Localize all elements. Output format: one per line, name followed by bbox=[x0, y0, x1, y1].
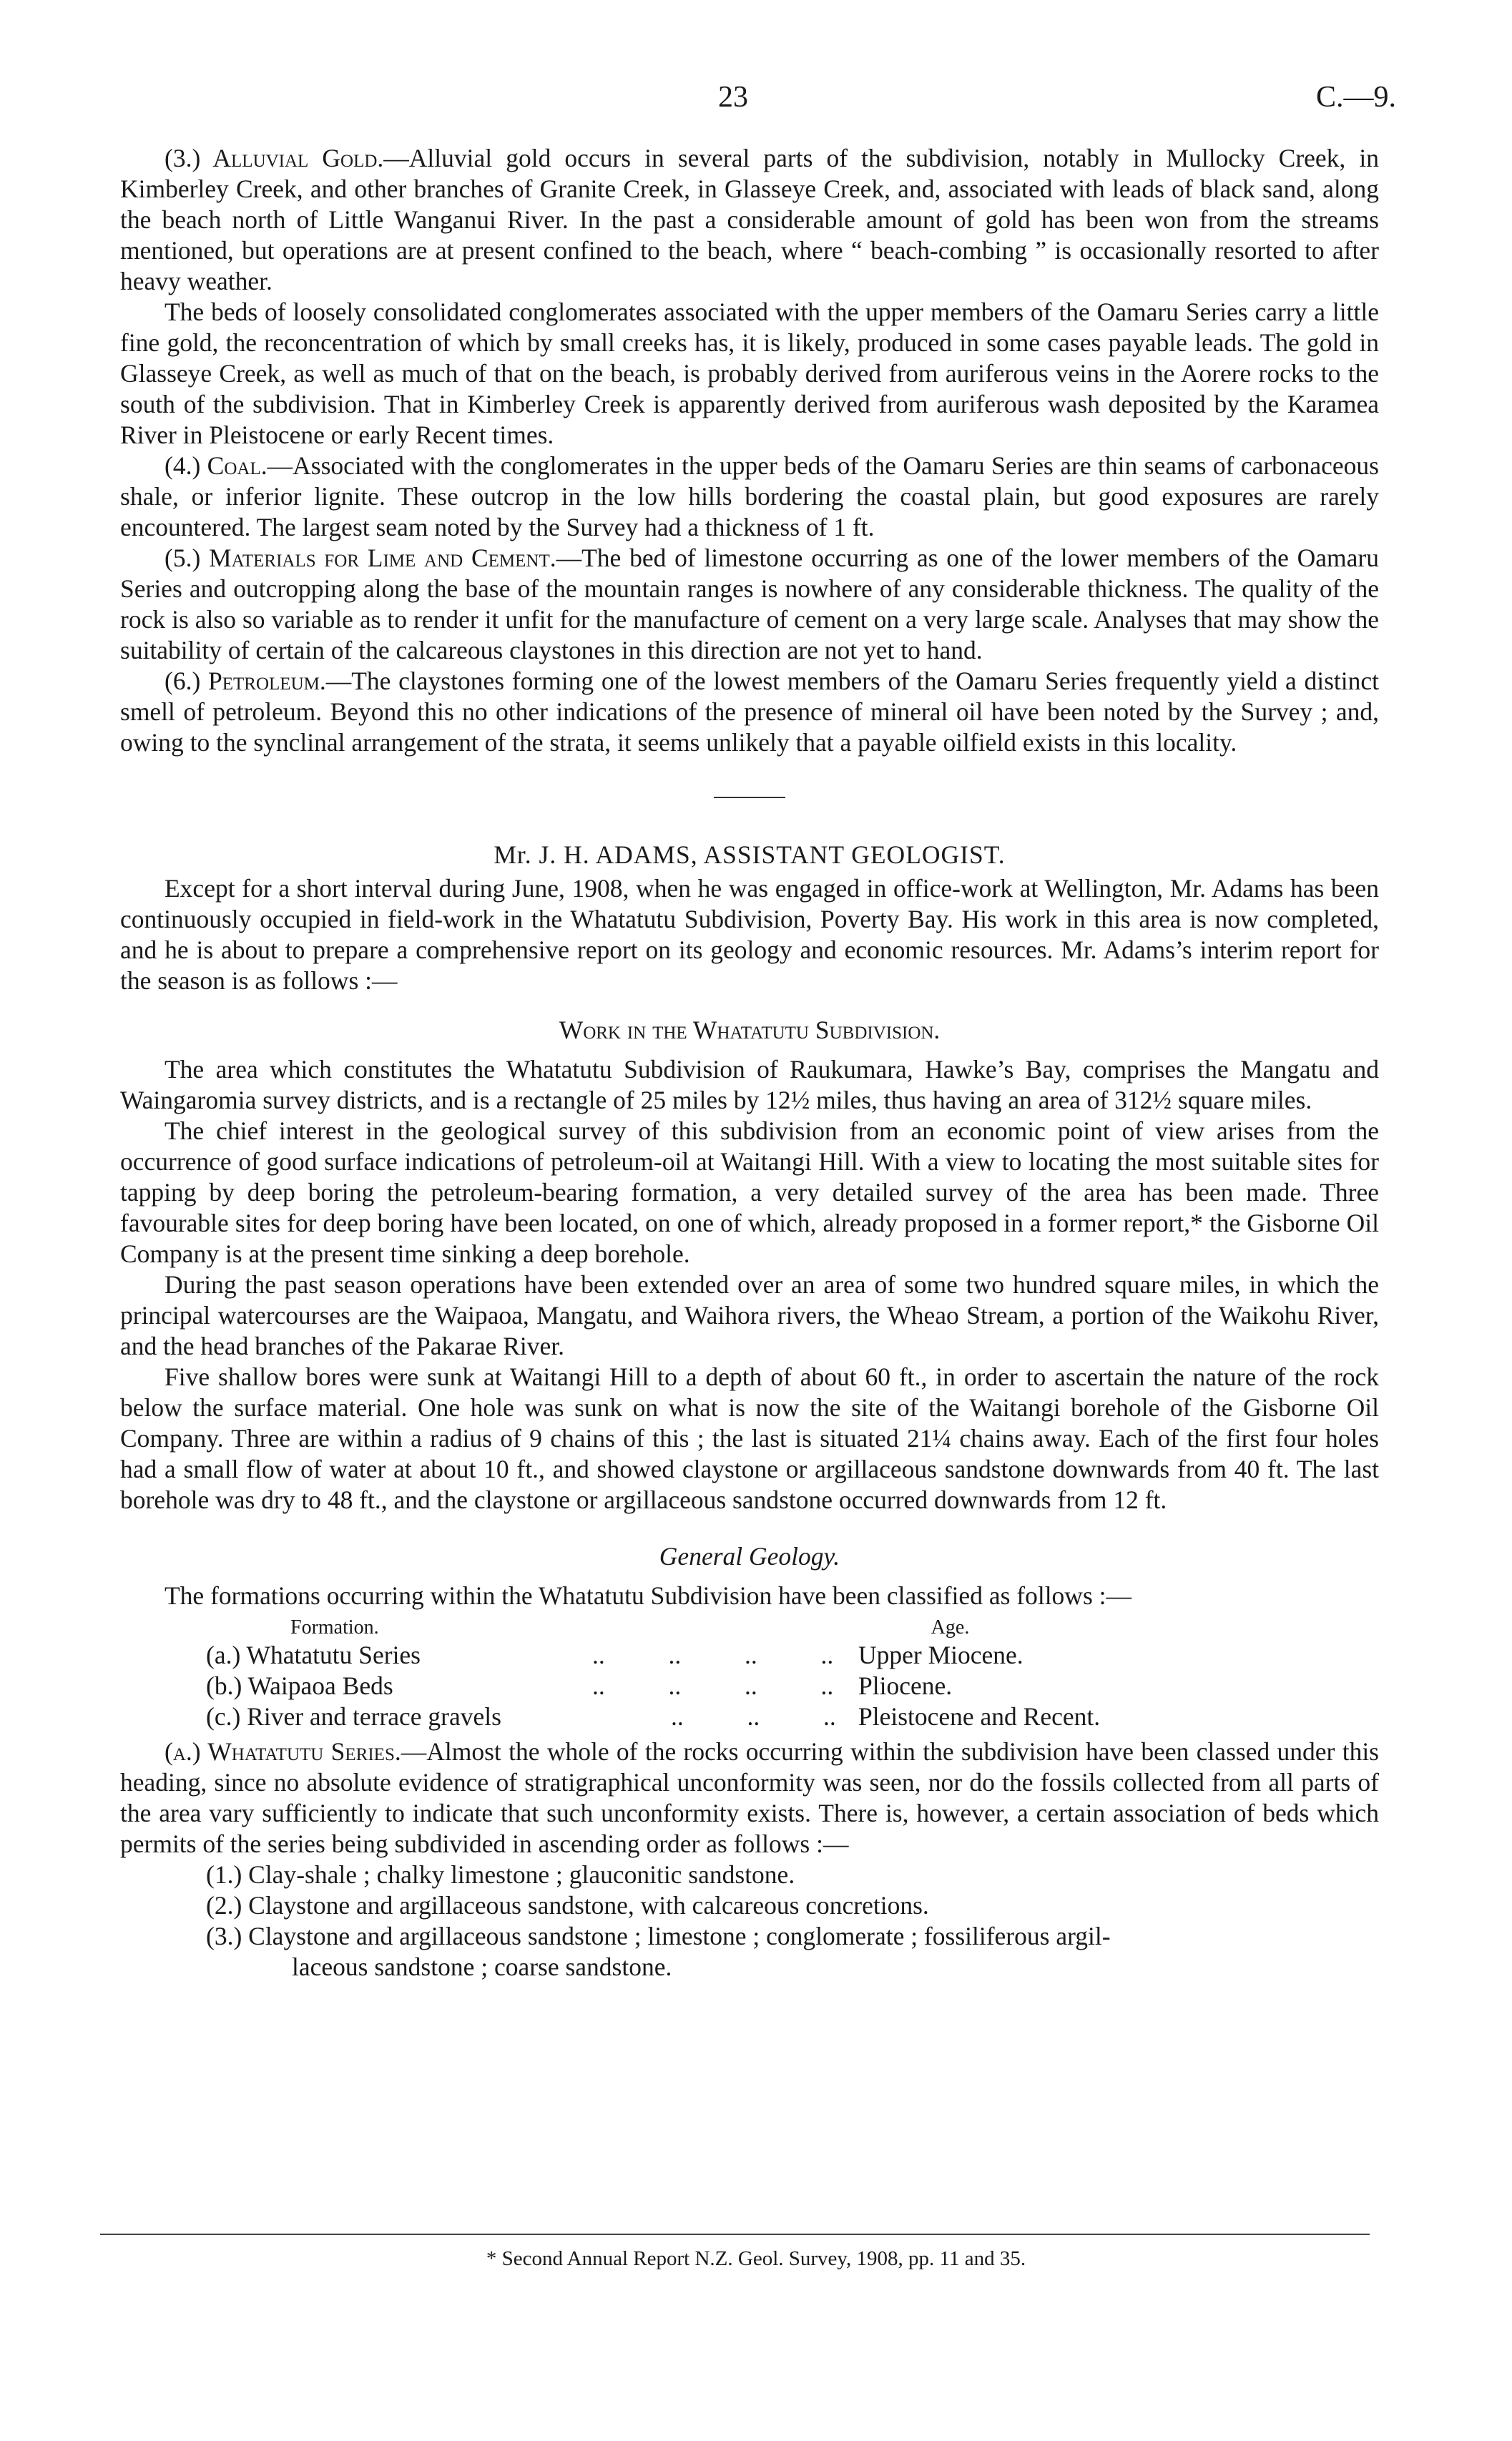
footnote: * Second Annual Report N.Z. Geol. Survey, 1908, pp. 11 and 35. bbox=[486, 2247, 1026, 2270]
lime-cement-text: —The bed of limestone occurring as one of the lower members of the Oamaru Series and outcropping along the base of the mountain ranges is nowhere of any considerable thickness. The quality of the rock is also so variable as to render it unfit for the manufacture of cement on a very large scale. Analyses that may show the suitability of certain of the calcareous claystones in this direction are not yet to hand. bbox=[120, 544, 1380, 664]
formation-name bbox=[120, 1701, 858, 1732]
alluvial-gold-label: (3.) Alluvial Gold. bbox=[165, 144, 384, 172]
document-reference: C.—9. bbox=[1316, 81, 1397, 114]
leader-dots: .. .. .. .. bbox=[592, 1671, 834, 1700]
general-geology-heading: General Geology. bbox=[659, 1542, 840, 1571]
whatatutu-series-text: —Almost the whole of the rocks occurring within the subdivision have been classed under this heading, since no absolute evidence of stratigraphical unconformity was seen, nor do the fossils collected from all parts of the area vary sufficiently to indicate that such unconformity exists. There is, however, a certain association of beds which permits of the series being subdivided in ascending order as follows :— bbox=[120, 1737, 1380, 1858]
list-item: (3.) Claystone and argillaceous sandstone ; limestone ; conglomerate ; fossiliferous argil- bbox=[206, 1922, 1111, 1950]
petroleum-text: —The claystones forming one of the lowest members of the Oamaru Series frequently yield a distinct smell of petroleum. Beyond this no other indications of the presence of mineral oil have been noted by the Survey ; and, owing to the synclinal arrangement of the strata, it seems unlikely that a payable oilfield exists in this locality. bbox=[120, 667, 1379, 757]
coal-label: (4.) Coal. bbox=[165, 451, 267, 480]
formation-name-text: (c.) River and terrace gravels bbox=[206, 1702, 501, 1731]
lime-cement-paragraph bbox=[120, 543, 1379, 666]
whatatutu-paragraph-2: The chief interest in the geological survey of this subdivision from an economic point of view arises from the occurrence of good surface indications of petroleum-oil at Waitangi Hill. With a view to locating the most suitable sites for tapping by deep boring the petroleum-bearing formation, a very detailed survey of the area has been made. Three favourable sites for deep boring have been located, on one of which, already proposed in a former report,* the Gisborne Oil Company is at the present time sinking a deep borehole. bbox=[120, 1116, 1379, 1268]
subdivision-list bbox=[120, 1860, 1379, 1983]
alluvial-gold-paragraph-2: The beds of loosely consolidated conglomerates associated with the upper members of the Oamaru Series carry a little fine gold, the reconcentration of which by small creeks has, it is likely, produced in some cases payable leads. The gold in Glasseye Creek, as well as much of that on the beach, is probably derived from auriferous veins in the Aorere rocks to the south of the subdivision. That in Kimberley Creek is apparently derived from auriferous wash deposited by the Karamea River in Pleistocene or early Recent times. bbox=[120, 298, 1379, 449]
whatatutu-series-label: (a.) Whatatutu Series. bbox=[165, 1737, 401, 1766]
formation-row bbox=[120, 1640, 1379, 1671]
formation-table-header bbox=[120, 1616, 1379, 1640]
whatatutu-paragraph-4: Five shallow bores were sunk at Waitangi Hill to a depth of about 60 ft., in order to ascertain the nature of the rock below the surface material. One hole was sunk on what is now the site of the Waitangi borehole of the Gisborne Oil Company. Three are within a radius of 9 chains of this ; the last is situated 21¼ chains away. Each of the first four holes had a small flow of water at about 10 ft., and showed claystone or argillaceous sandstone downwards from 40 ft. The last borehole was dry to 48 ft., and the claystone or argillaceous sandstone occurred downwards from 12 ft. bbox=[120, 1362, 1379, 1514]
whatatutu-paragraph-3: During the past season operations have been extended over an area of some two hundred square miles, in which the principal watercourses are the Waipaoa, Mangatu, and Waihora rivers, the Wheao Stream, a portion of the Waikohu River, and the head branches of the Pakarae River. bbox=[120, 1270, 1379, 1360]
page-number: 23 bbox=[718, 81, 748, 114]
formation-name bbox=[120, 1671, 858, 1701]
formation-row bbox=[120, 1701, 1379, 1732]
formation-name-text: (a.) Whatatutu Series bbox=[206, 1641, 421, 1669]
formation-age: Upper Miocene. bbox=[858, 1641, 1023, 1669]
adams-intro-paragraph: Except for a short interval during June, 1908, when he was engaged in office-work at Wellington, Mr. Adams has been continuously occupied in field-work in the Whatatutu Subdivision, Poverty Bay. His work in this area is now completed, and he is about to prepare a comprehensive report on its geology and economic resources. Mr. Adams’s interim report for the season is as follows :— bbox=[120, 874, 1379, 995]
formation-age: Pliocene. bbox=[858, 1671, 953, 1700]
leader-dots: .. .. .. bbox=[671, 1702, 836, 1731]
formation-column-header: Formation. bbox=[290, 1616, 379, 1639]
footnote-rule bbox=[100, 2234, 1370, 2235]
general-geology-intro: The formations occurring within the Whatatutu Subdivision have been classified as follows :— bbox=[165, 1581, 1131, 1610]
section-divider bbox=[714, 797, 785, 798]
leader-dots: .. .. .. .. bbox=[592, 1641, 834, 1669]
formation-name bbox=[120, 1640, 858, 1671]
formation-row bbox=[120, 1671, 1379, 1701]
alluvial-gold-text: —Alluvial gold occurs in several parts of the subdivision, notably in Mullocky Creek, in Kimberley Creek, and other branches of Granite Creek, in Glasseye Creek, and, associated with leads of black sand, along the beach north of Little Wanganui River. In the past a considerable amount of gold has been won from the streams mentioned, but operations are at present confined to the beach, where “ beach-combing ” is occasionally resorted to after heavy weather. bbox=[120, 144, 1379, 295]
alluvial-gold-paragraph bbox=[120, 143, 1379, 297]
petroleum-paragraph bbox=[120, 666, 1379, 758]
formation-age: Pleistocene and Recent. bbox=[858, 1702, 1101, 1731]
lime-cement-label: (5.) Materials for Lime and Cement. bbox=[165, 544, 556, 572]
coal-paragraph bbox=[120, 451, 1379, 543]
list-item-continuation: laceous sandstone ; coarse sandstone. bbox=[292, 1953, 672, 1981]
page-body bbox=[120, 143, 1379, 1983]
formation-name-text: (b.) Waipaoa Beds bbox=[206, 1671, 393, 1700]
whatatutu-series-paragraph bbox=[120, 1737, 1379, 1860]
petroleum-label: (6.) Petroleum. bbox=[165, 667, 326, 695]
whatatutu-subheading: Work in the Whatatutu Subdivision. bbox=[559, 1016, 941, 1044]
list-item: (2.) Claystone and argillaceous sandstone, with calcareous concretions. bbox=[206, 1891, 929, 1920]
age-column-header: Age. bbox=[931, 1616, 970, 1639]
adams-heading: Mr. J. H. ADAMS, ASSISTANT GEOLOGIST. bbox=[494, 840, 1006, 869]
list-item: (1.) Clay-shale ; chalky limestone ; glauconitic sandstone. bbox=[206, 1860, 795, 1889]
whatatutu-paragraph-1: The area which constitutes the Whatatutu Subdivision of Raukumara, Hawke’s Bay, comprises the Mangatu and Waingaromia survey districts, and is a rectangle of 25 miles by 12½ miles, thus having an area of 312½ square miles. bbox=[120, 1055, 1379, 1114]
coal-text: —Associated with the conglomerates in the upper beds of the Oamaru Series are thin seams of carbonaceous shale, or inferior lignite. These outcrop in the low hills bordering the coastal plain, but good exposures are rarely encountered. The largest seam noted by the Survey had a thickness of 1 ft. bbox=[120, 451, 1379, 541]
